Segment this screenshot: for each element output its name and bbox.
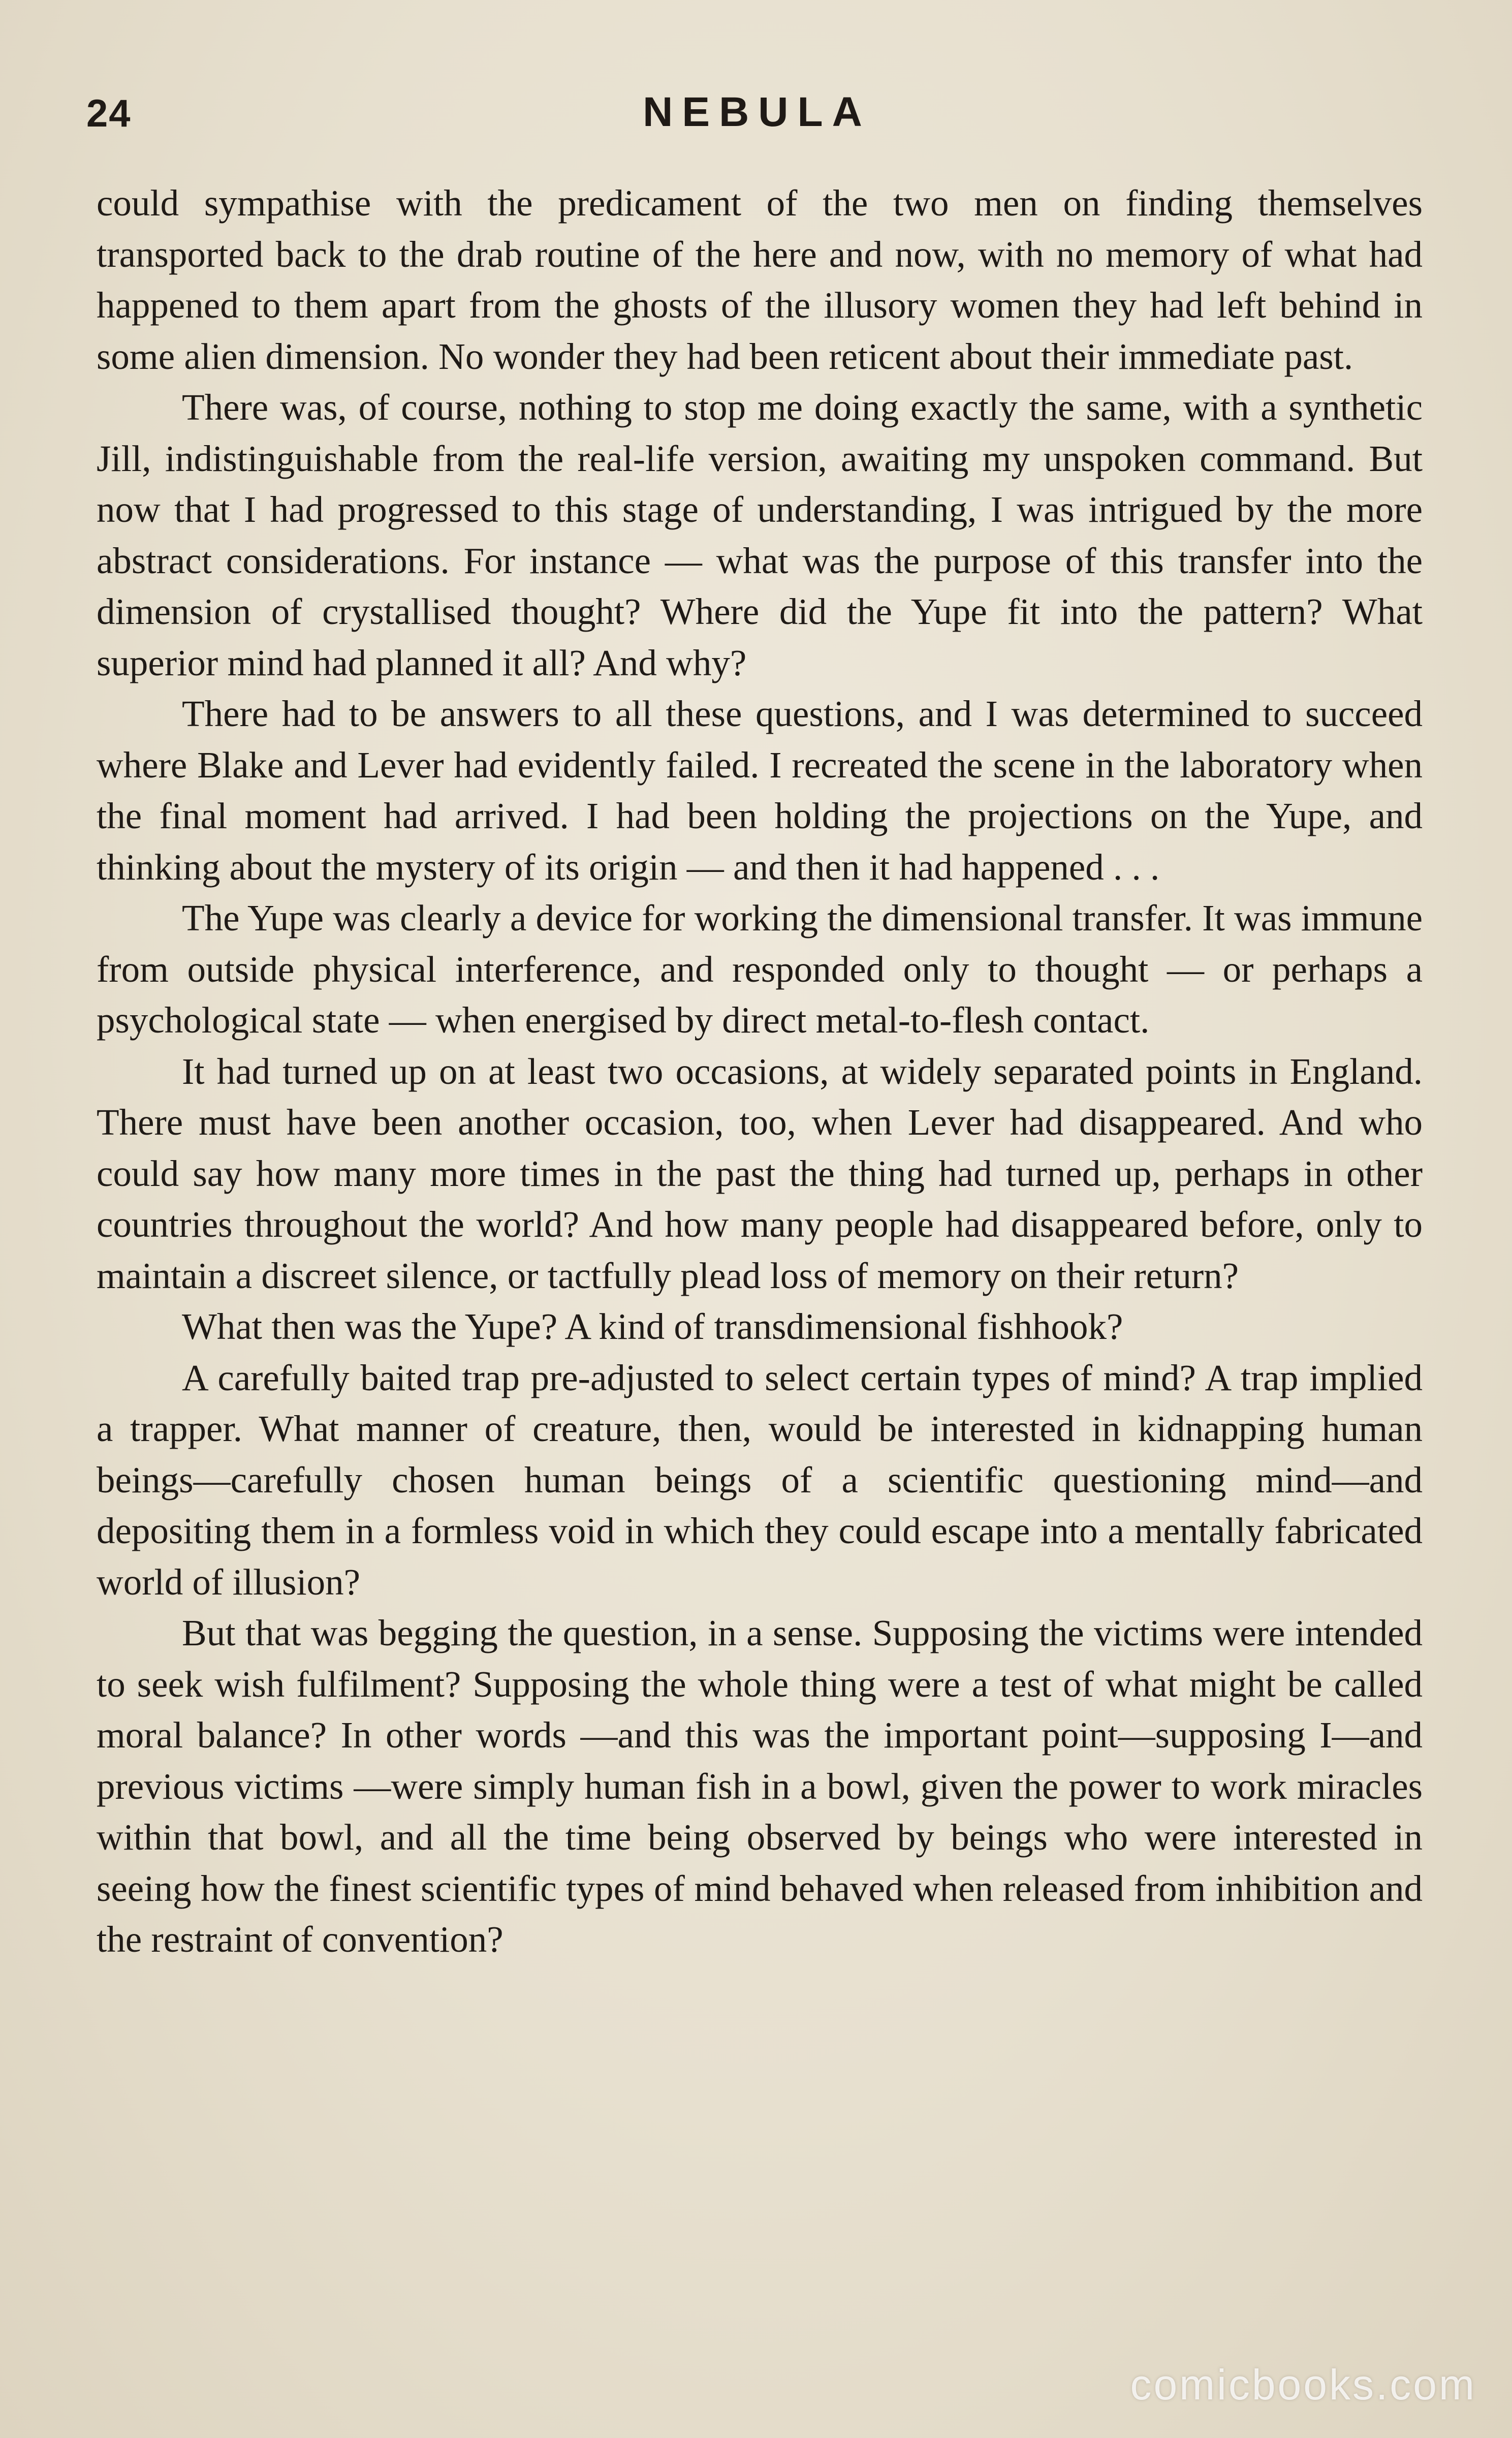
paragraph: It had turned up on at least two occasions, at widely separated points in England. There must have been another occasion, too, when Lever had disappeared. And who could say how many more times in the past the thing had turned up, perhaps in other countries throughout the world? And how many people had disappeared before, only to maintain a discreet silence, or tactfully plead loss of memory on their return? <box>97 1050 1423 1296</box>
site-watermark: comicbooks.com <box>1130 2361 1476 2409</box>
page-number: 24 <box>86 92 132 135</box>
paragraph: But that was begging the question, in a sense. Supposing the victims were intended to seek wish fulfilment? Supposing the whole thing were a test of what might be called moral balance? In other words —and this was the important point—supposing I—and previous victims —were simply human fish in a bowl, given the power to work miracles within that bowl, and all the time being observed by beings who were interested in seeing how the finest scientific types of mind behaved when released from inhibition and the restraint of convention? <box>97 1612 1423 1960</box>
running-head: NEBULA <box>643 89 871 135</box>
paragraph: could sympathise with the predicament of the two men on finding themselves transported back to the drab routine of the here and now, with no memory of what had happened to them apart from the ghosts of the illusory women they had left behind in some alien dimension. No wonder they had been reticent about their immediate past. <box>97 182 1423 377</box>
paragraph: A carefully baited trap pre-adjusted to select certain types of mind? A trap implied a trapper. What manner of creature, then, would be interested in kidnapping human beings—carefully chosen human beings of a scientific questioning mind—and depositing them in a formless void in which they could escape into a mentally fabricated world of illusion? <box>97 1357 1423 1603</box>
paragraph: There was, of course, nothing to stop me doing exactly the same, with a synthetic Jill, indistinguishable from the real-life version, awaiting my unspoken command. But now that I had progressed to this stage of understanding, I was intrigued by the more abstract considerations. For instance — what was the purpose of this transfer into the dimension of crystallised thought? Where did the Yupe fit into the pattern? What superior mind had planned it all? And why? <box>97 387 1423 683</box>
paragraph: What then was the Yupe? A kind of transdimensional fishhook? <box>182 1306 1123 1347</box>
body-text <box>97 178 1423 1965</box>
paragraph: The Yupe was clearly a device for working the dimensional transfer. It was immune from outside physical interference, and responded only to thought — or perhaps a psychological state — when energised by direct metal-to-flesh contact. <box>97 897 1423 1041</box>
page-header <box>86 81 1428 152</box>
paragraph: There had to be answers to all these questions, and I was determined to succeed where Blake and Lever had evidently failed. I recreated the scene in the laboratory when the final moment had arrived. I had been holding the projections on the Yupe, and thinking about the mystery of its origin — and then it had happened . . . <box>97 693 1423 888</box>
